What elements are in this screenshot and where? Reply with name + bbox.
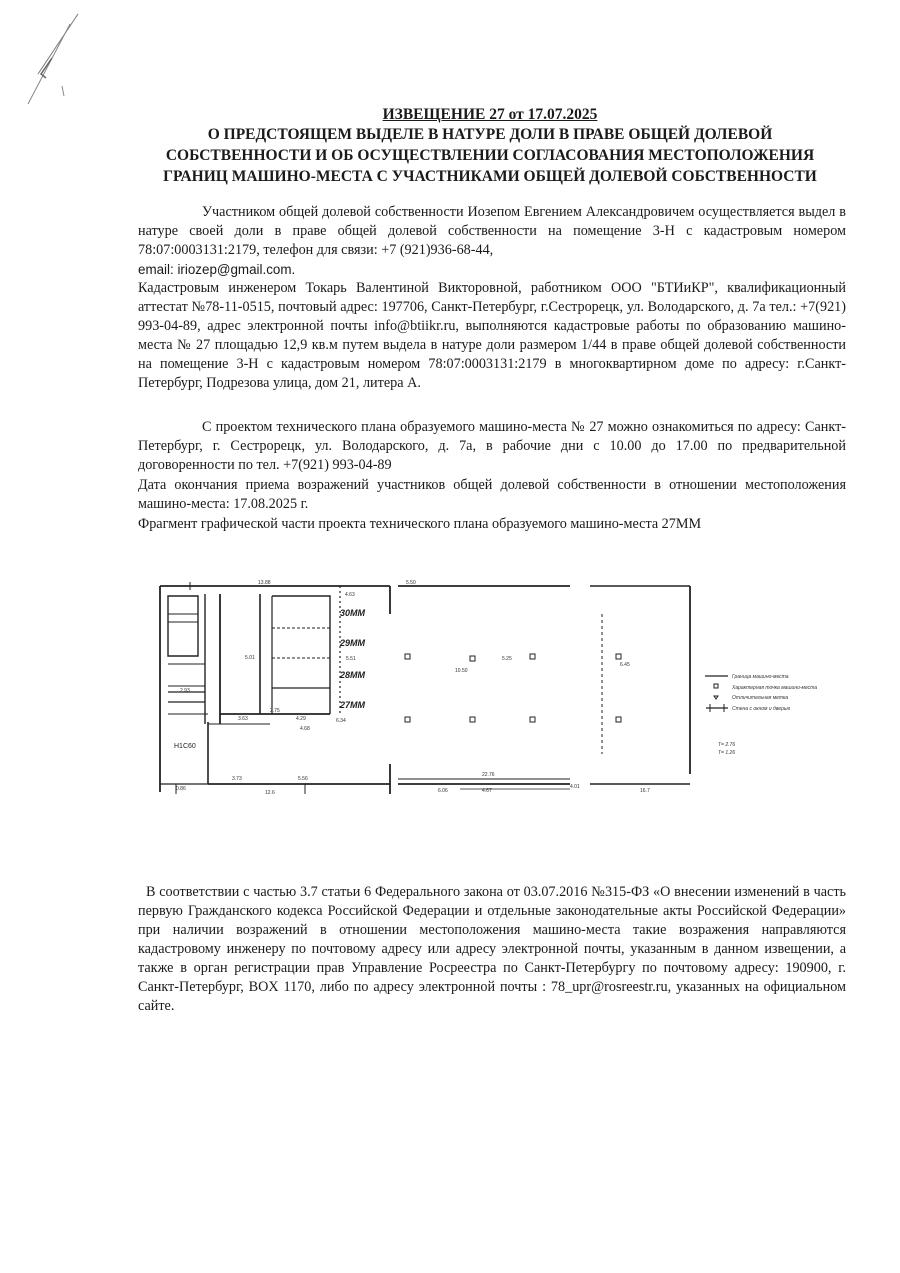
floor-plan-drawing — [150, 574, 850, 804]
dimension-label: 5.51 — [346, 656, 356, 662]
dimension-label: 4.63 — [345, 592, 355, 598]
plan-legend — [705, 676, 728, 712]
side-note: Т= 2.76 — [718, 742, 736, 748]
legend-text: Характерная точка машино-места — [732, 685, 818, 691]
dimension-label: 5.50 — [406, 580, 416, 586]
legend-text: Стена с окном и дверью — [732, 706, 791, 712]
dimension-label: 2.93 — [180, 688, 190, 694]
spot-label: 30ММ — [340, 608, 366, 618]
dimension-label: 6.45 — [620, 662, 630, 668]
notice-subtitle — [140, 124, 840, 187]
dimension-label: 5.25 — [502, 656, 512, 662]
paragraph-fragment-caption: Фрагмент графической части проекта технического плана образуемого машино-места 27ММ — [138, 516, 702, 532]
notice-title: ИЗВЕЩЕНИЕ 27 от 17.07.2025 — [382, 106, 598, 123]
paragraph-project-review: С проектом технического плана образуемого машино-места № 27 можно ознакомиться по адресу: Санкт-Петербург, г. Сестрорецк, ул. Володарского, д. 7а, в рабочие дни с 10.00 до 17.00 по предварительной договоренности по тел. +7(921) 993-04-89 — [138, 419, 846, 473]
dimension-label: 13.88 — [258, 580, 271, 586]
dimension-label: 12.6 — [265, 790, 275, 796]
notice-subtitle-line: СОБСТВЕННОСТИ И ОБ ОСУЩЕСТВЛЕНИИ СОГЛАСОВАНИЯ МЕСТОПОЛОЖЕНИЯ — [165, 147, 815, 164]
paragraph-legal-basis: В соответствии с частью 3.7 статьи 6 Федерального закона от 03.07.2016 №315-ФЗ «О внесении изменений в часть первую Гражданского кодекса Российской Федерации и отдельные законодательные акты Российской Федерации» при наличии возражений в отношении местоположения машино-места такие возражения направляются кадастровому инженеру по почтовому адресу или адресу электронной почты, указанным в данном извещении, а также в орган регистрации прав Управление Росреестра по Санкт-Петербургу по почтовому адресу: 190900, г. Санкт-Петербург, BOX 1170, либо по адресу электронной почты : 78_upr@rosreestr.ru, указанных на официальном сайте. — [138, 884, 846, 1014]
spot-label: 28ММ — [340, 670, 366, 680]
notice-subtitle-line: ГРАНИЦ МАШИНО-МЕСТА С УЧАСТНИКАМИ ОБЩЕЙ ДОЛЕВОЙ СОБСТВЕННОСТИ — [163, 168, 817, 185]
dimension-label: 16.7 — [640, 788, 650, 794]
owner-email: email: iriozep@gmail.com. — [138, 262, 296, 277]
dimension-label: 3.73 — [232, 776, 242, 782]
dimension-label: 5.56 — [298, 776, 308, 782]
dimension-label: 4.67 — [482, 788, 492, 794]
dimension-label: 4.29 — [296, 716, 306, 722]
spot-label: 27ММ — [340, 700, 366, 710]
dimension-label: 22.76 — [482, 772, 495, 778]
handwritten-mark — [8, 4, 98, 124]
room-label: Н1С60 — [174, 743, 196, 750]
side-note: Т= 1.26 — [718, 750, 736, 756]
dimension-label: 2.75 — [270, 708, 280, 714]
paragraph-deadline: Дата окончания приема возражений участников общей долевой собственности в отношении местоположения машино-места: 17.08.2025 г. — [138, 477, 846, 512]
dimension-label: 5.01 — [245, 655, 255, 661]
dimension-label: 4.01 — [570, 784, 580, 790]
dimension-label: 3.63 — [238, 716, 248, 722]
plan-right-block — [590, 586, 690, 784]
spot-label: 29ММ — [340, 638, 366, 648]
dimension-label: 0.86 — [176, 786, 186, 792]
dimension-label: 6.34 — [336, 718, 346, 724]
owner-text: Участником общей долевой собственности Иозепом Евгением Александровичем осуществляется выдел в натуре своей доли в праве общей долевой собственности на помещение 3-Н с кадастровым номером 78:07:0003131:2179, телефон для связи: +7 (921)936-68-44, — [138, 204, 846, 258]
dimension-label: 6.06 — [438, 788, 448, 794]
notice-subtitle-line: О ПРЕДСТОЯЩЕМ ВЫДЕЛЕ В НАТУРЕ ДОЛИ В ПРАВЕ ОБЩЕЙ ДОЛЕВОЙ — [207, 126, 773, 143]
legend-text: Граница машино-места — [732, 674, 789, 680]
paragraph-engineer: Кадастровым инженером Токарь Валентиной Викторовной, работником ООО "БТИиКР", квалификационный аттестат №78-11-0515, почтовый адрес: 197706, Санкт-Петербург, г.Сестрорецк, ул. Володарского, д. 7а тел.: +7(921) 993-04-89, адрес электронной почты info@btiikr.ru, выполняются кадастровые работы по образованию машино-места № 27 площадью 12,9 кв.м путем выдела в натуре доли размером 1/44 в праве общей долевой собственности на помещение 3-Н с кадастровым номером 78:07:0003131:2179 в многоквартирном доме по адресу: г.Санкт-Петербург, Подрезова улица, дом 21, литера А. — [138, 280, 846, 391]
dimension-label: 10.50 — [455, 668, 468, 674]
dimension-label: 4.68 — [300, 726, 310, 732]
paragraph-owner — [138, 203, 846, 280]
legend-text: Отличительная метка — [732, 695, 789, 701]
plan-middle-block — [398, 586, 570, 789]
